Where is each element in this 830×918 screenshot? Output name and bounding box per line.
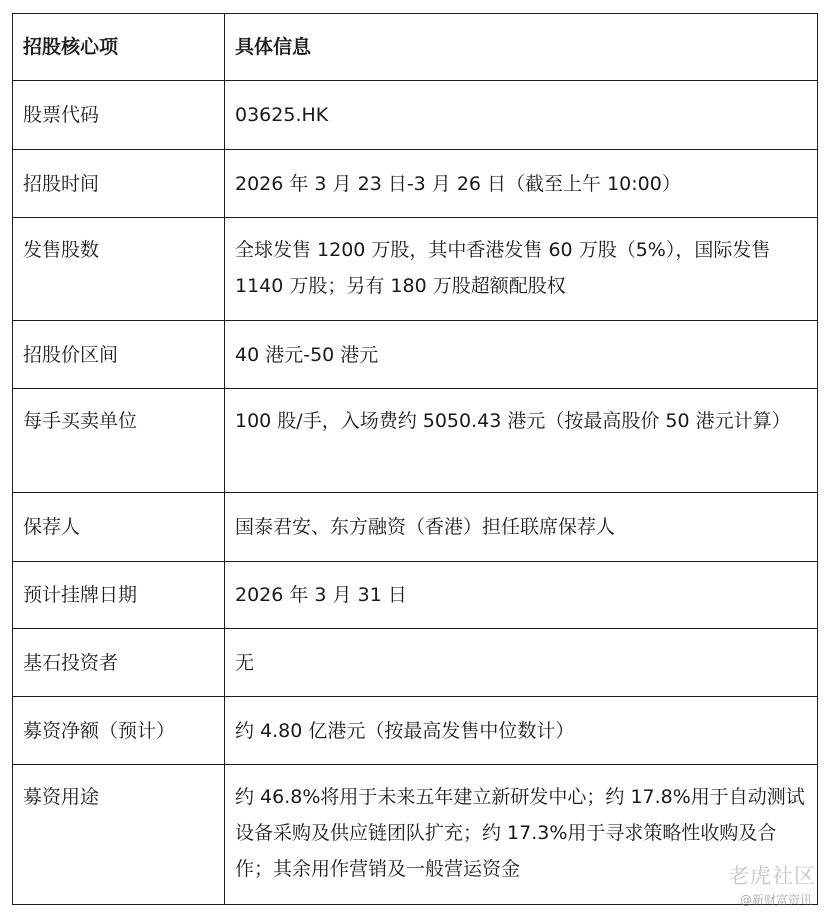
watermark-logo: 老虎社区 [728,864,816,888]
row-value: 国泰君安、东方融资（香港）担任联席保荐人 [225,493,818,562]
row-key: 基石投资者 [13,629,225,697]
row-value: 约 4.80 亿港元（按最高发售中位数计） [225,697,818,765]
row-value: 2026 年 3 月 31 日 [225,562,818,629]
row-value: 100 股/手，入场费约 5050.43 港元（按最高股价 50 港元计算） [225,389,818,493]
row-key: 招股时间 [13,150,225,218]
table-row [13,321,818,389]
row-key: 发售股数 [13,218,225,321]
table-row [13,562,818,629]
table-row [13,629,818,697]
watermark-source: @新财富资讯 [739,893,812,907]
table-header-row [13,14,818,81]
row-key: 招股价区间 [13,321,225,389]
table-row [13,765,818,905]
row-value: 全球发售 1200 万股，其中香港发售 60 万股（5%），国际发售 1140 万股；另有 180 万股超额配股权 [225,218,818,321]
ipo-info-table [12,13,818,905]
row-value: 40 港元-50 港元 [225,321,818,389]
table-row [13,81,818,150]
row-value: 03625.HK [225,81,818,150]
row-key: 募资用途 [13,765,225,905]
table-row [13,150,818,218]
table-row [13,697,818,765]
table-row [13,218,818,321]
row-key: 股票代码 [13,81,225,150]
table-row [13,389,818,493]
header-cell-item: 招股核心项 [13,14,225,81]
table-row [13,493,818,562]
row-key: 每手买卖单位 [13,389,225,493]
header-cell-detail: 具体信息 [225,14,818,81]
row-key: 预计挂牌日期 [13,562,225,629]
row-value: 2026 年 3 月 23 日-3 月 26 日（截至上午 10:00） [225,150,818,218]
row-key: 保荐人 [13,493,225,562]
row-value: 无 [225,629,818,697]
row-key: 募资净额（预计） [13,697,225,765]
row-value: 约 46.8%将用于未来五年建立新研发中心；约 17.8%用于自动测试设备采购及供应链团队扩充；约 17.3%用于寻求策略性收购及合作；其余用作营销及一般营运资金 [225,765,818,905]
